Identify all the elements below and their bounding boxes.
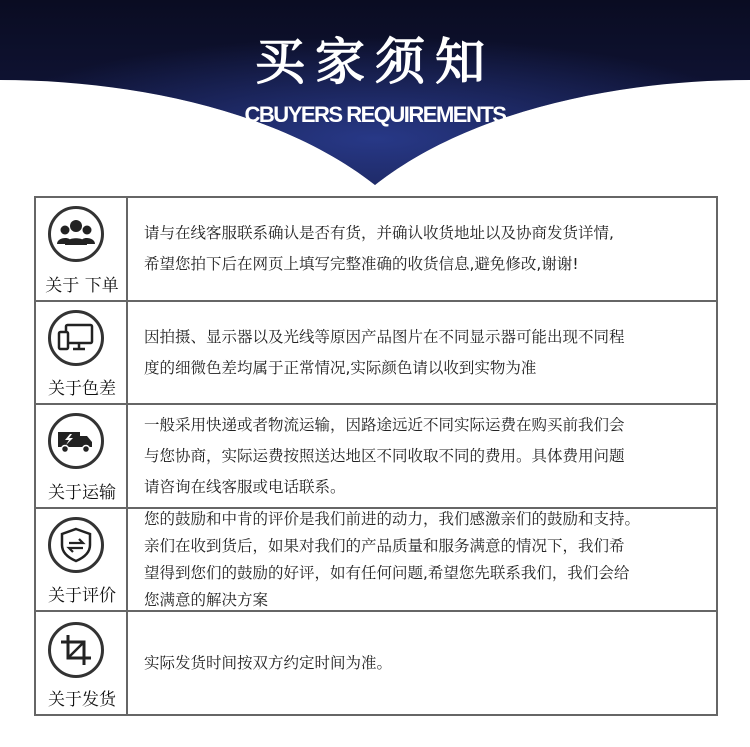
row-header [36, 405, 128, 507]
text-line: 亲们在收到货后，如果对我们的产品质量和服务满意的情况下，我们希 [144, 536, 625, 555]
row-text [144, 302, 708, 403]
row-header [36, 612, 128, 714]
text-line: 您满意的解决方案 [144, 590, 269, 609]
text-line: 实际发货时间按双方约定时间为准。 [144, 653, 393, 672]
shield-icon [48, 517, 104, 573]
row-ordering [36, 198, 716, 300]
row-header [36, 509, 128, 610]
text-line: 您的鼓励和中肯的评价是我们前进的动力，我们感激亲们的鼓励和支持。 [144, 509, 641, 528]
row-shipping [36, 403, 716, 507]
requirements-table [34, 196, 718, 716]
text-line: 请咨询在线客服或电话联系。 [144, 477, 346, 496]
row-text [144, 405, 708, 507]
page-title: 买家须知 [255, 33, 495, 91]
row-color [36, 300, 716, 403]
truck-icon [48, 413, 104, 469]
header-banner [0, 0, 750, 190]
text-line: 希望您拍下后在网页上填写完整准确的收货信息,避免修改,谢谢! [144, 255, 579, 273]
text-line: 因拍摄、显示器以及光线等原因产品图片在不同显示器可能出现不同程 [144, 327, 625, 346]
row-text [144, 509, 708, 610]
crop-icon [48, 622, 104, 678]
people-icon [48, 206, 104, 262]
devices-icon [48, 310, 104, 366]
row-label: 关于评价 [48, 586, 116, 606]
text-line: 一般采用快递或者物流运输，因路途远近不同实际运费在购买前我们会 [144, 415, 625, 434]
page-subtitle: CBUYERS REQUIREMENTS [244, 102, 506, 127]
text-line: 请与在线客服联系确认是否有货，并确认收货地址以及协商发货详情, [144, 224, 614, 242]
row-label: 关于色差 [48, 379, 116, 399]
row-header [36, 302, 128, 403]
text-line: 望得到您们的鼓励的好评，如有任何问题,希望您先联系我们，我们会给 [144, 563, 630, 582]
text-line: 度的细微色差均属于正常情况,实际颜色请以收到实物为准 [144, 358, 537, 377]
row-reviews [36, 507, 716, 610]
text-line: 与您协商，实际运费按照送达地区不同收取不同的费用。具体费用问题 [144, 446, 625, 465]
row-text [144, 198, 708, 300]
row-dispatch [36, 610, 716, 714]
row-label: 关于 下单 [45, 276, 119, 296]
row-label: 关于运输 [48, 483, 116, 503]
row-header [36, 198, 128, 300]
row-text [144, 612, 708, 714]
row-label: 关于发货 [48, 690, 116, 710]
